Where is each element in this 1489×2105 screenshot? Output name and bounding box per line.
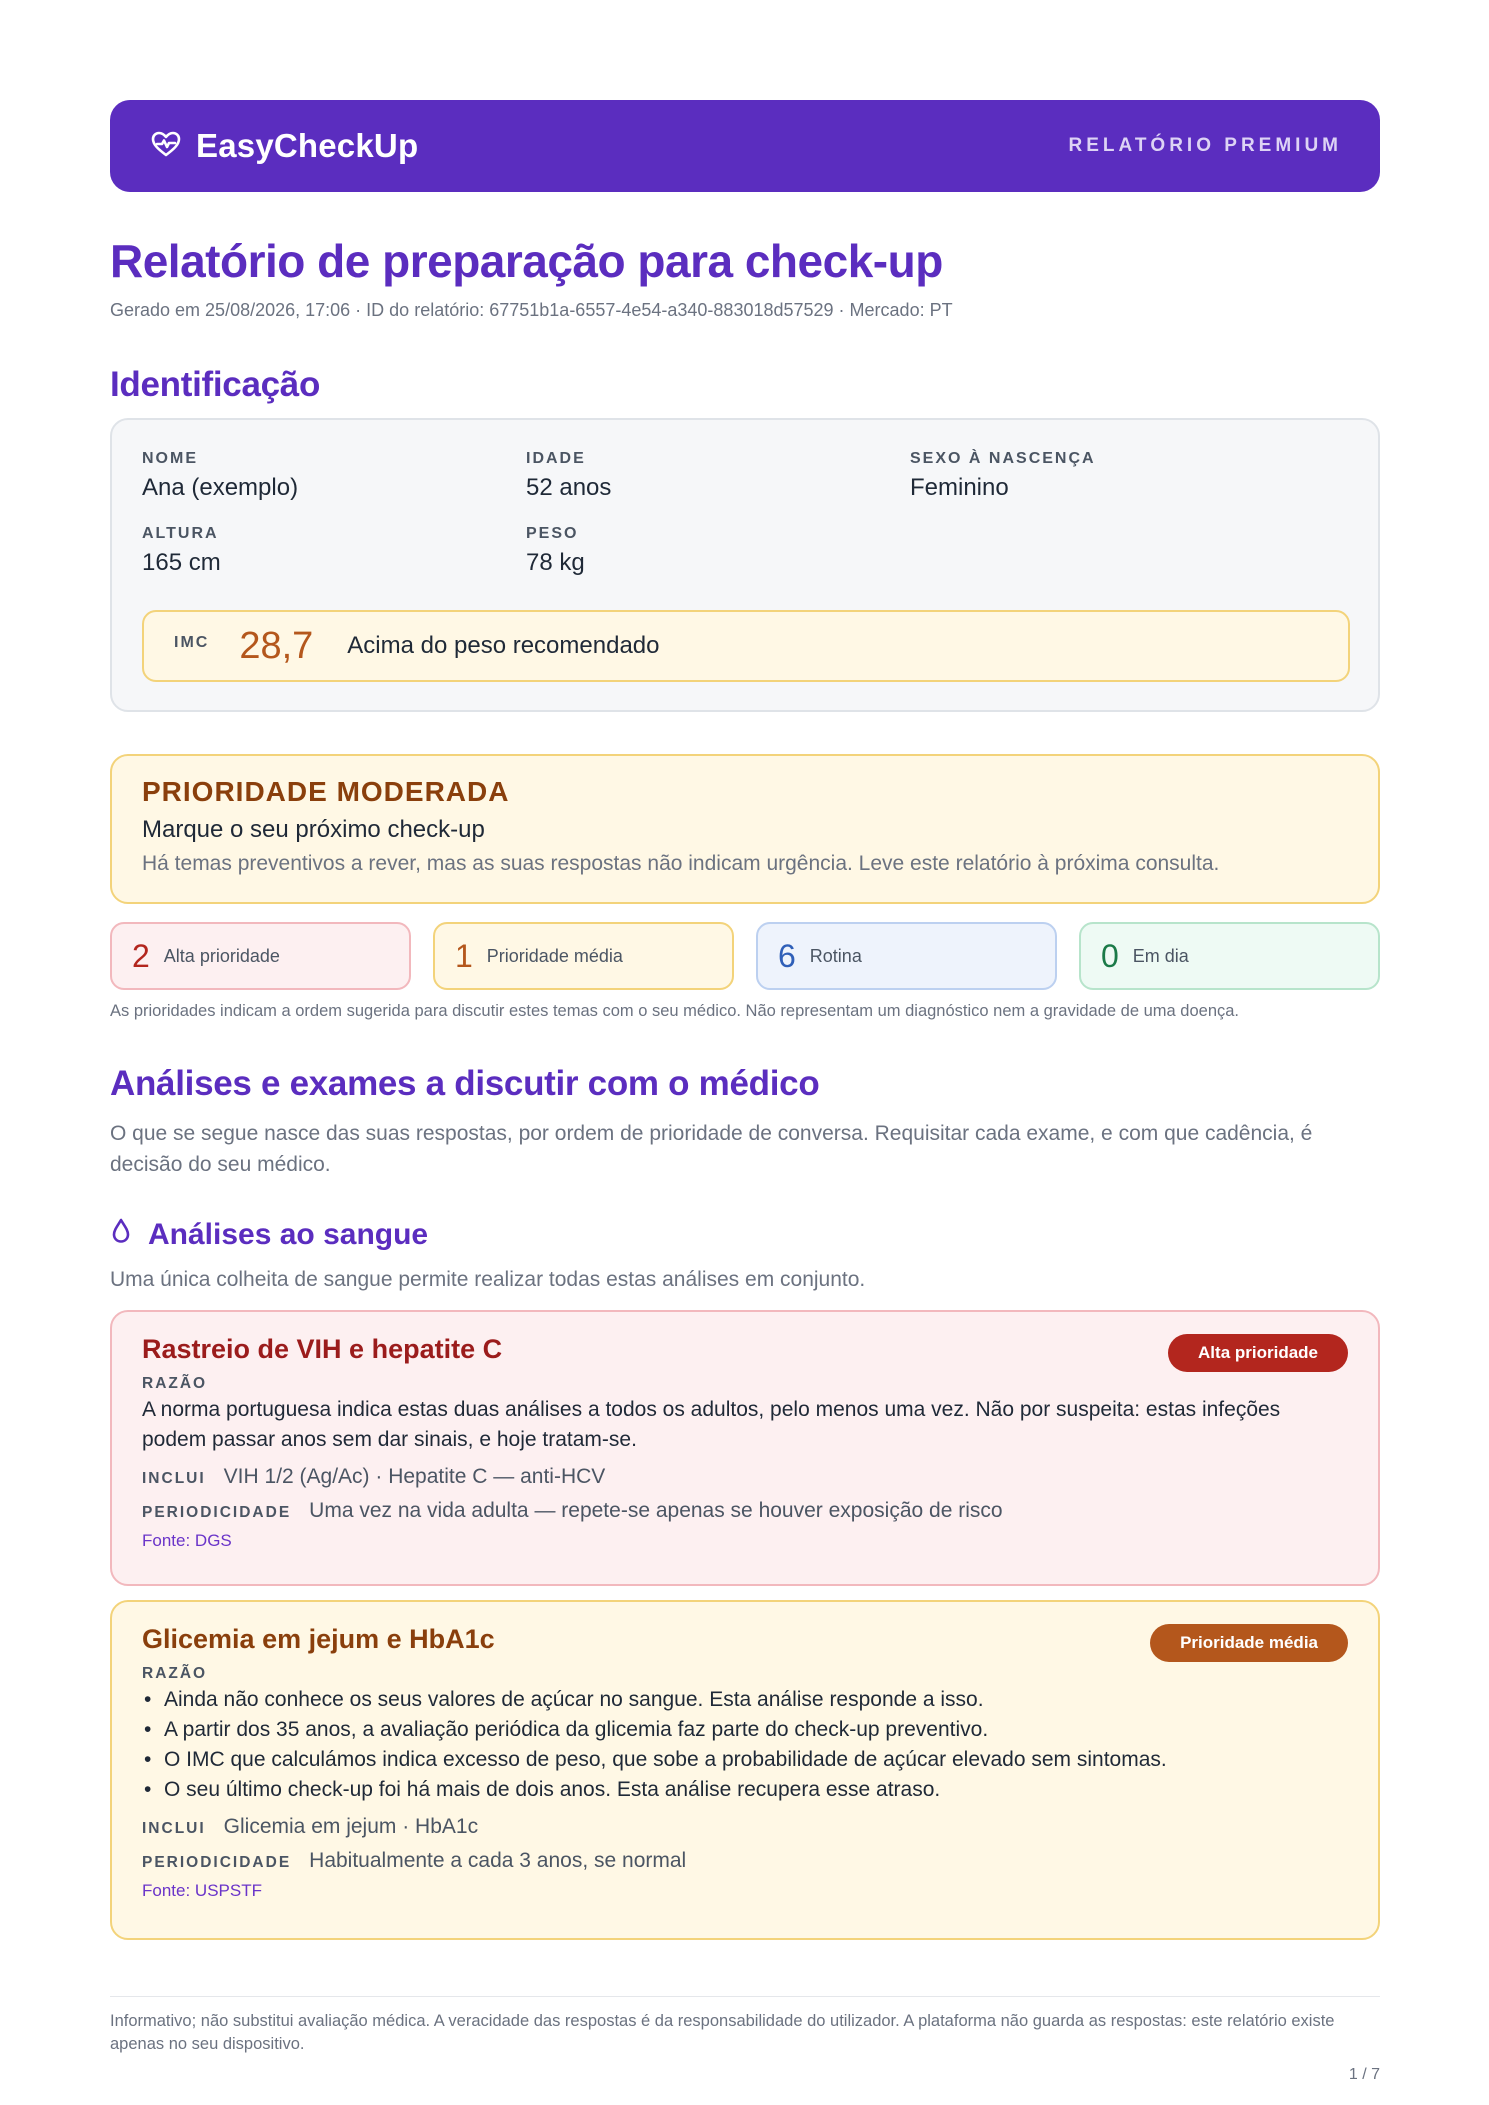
reason-label: RAZÃO <box>142 1375 208 1392</box>
blood-tests-heading <box>110 1218 428 1252</box>
exam-includes: Glicemia em jejum · HbA1c <box>223 1815 479 1838</box>
stat-count: 0 <box>1101 937 1119 974</box>
stat-routine <box>756 922 1057 990</box>
stat-label: Prioridade média <box>486 945 623 966</box>
list-item: • O seu último check-up foi há mais de dois anos. Esta análise recupera esse atraso. <box>142 1775 1348 1805</box>
report-meta: Gerado em 25/08/2026, 17:06 · ID do relatório: 67751b1a-6557-4e54-a340-883018d57529 · Mercado: PT <box>110 300 953 320</box>
exams-intro: O que se segue nasce das suas respostas, por ordem de prioridade de conversa. Requisitar cada exame, e com que cadência, é decisão do seu médico. <box>110 1122 1313 1176</box>
field-label: IDADE <box>526 450 586 467</box>
stat-count: 6 <box>778 937 796 974</box>
field-weight <box>526 525 585 577</box>
stat-up-to-date <box>1079 922 1380 990</box>
priority-card <box>110 754 1380 904</box>
report-type-label: RELATÓRIO PREMIUM <box>1068 135 1342 156</box>
exam-frequency: Uma vez na vida adulta — repete-se apenas se houver exposição de risco <box>309 1499 1003 1522</box>
identification-heading: Identificação <box>110 365 321 404</box>
includes-label: INCLUI <box>142 1820 206 1837</box>
stats-note: As prioridades indicam a ordem sugerida para discutir estes temas com o seu médico. Não representam um diagnóstico nem a gravidade de uma doença. <box>110 1002 1240 1020</box>
bmi-box <box>142 610 1350 682</box>
exam-includes: VIH 1/2 (Ag/Ac) · Hepatite C — anti-HCV <box>223 1465 606 1488</box>
brand <box>150 127 418 165</box>
field-value: Ana (exemplo) <box>142 474 299 501</box>
priority-stats <box>110 922 1380 990</box>
stat-count: 2 <box>132 937 150 974</box>
footer-divider <box>110 1996 1380 1997</box>
page-title: Relatório de preparação para check-up <box>110 235 943 287</box>
stat-label: Em dia <box>1132 945 1189 966</box>
exams-heading: Análises e exames a discutir com o médico <box>110 1064 820 1103</box>
priority-badge: Prioridade média <box>1150 1624 1348 1662</box>
field-value: Feminino <box>910 474 1009 501</box>
priority-description: Há temas preventivos a rever, mas as suas respostas não indicam urgência. Leve este relatório à próxima consulta. <box>142 852 1220 875</box>
blood-tests-note: Uma única colheita de sangue permite realizar todas estas análises em conjunto. <box>110 1268 866 1291</box>
priority-title: PRIORIDADE MODERADA <box>142 776 510 807</box>
field-value: 165 cm <box>142 549 221 576</box>
exam-card-hiv-hepc <box>110 1310 1380 1586</box>
exam-reasons-list <box>142 1685 1348 1805</box>
frequency-row <box>142 1849 1348 1873</box>
stat-count: 1 <box>455 937 473 974</box>
frequency-label: PERIODICIDADE <box>142 1504 292 1521</box>
footer-disclaimer: Informativo; não substitui avaliação médica. A veracidade das respostas é da responsabilidade do utilizador. A plataforma não guarda as respostas: este relatório existe apenas no seu dispositivo. <box>110 2012 1335 2053</box>
exam-source: Fonte: USPSTF <box>142 1881 262 1900</box>
includes-label: INCLUI <box>142 1470 206 1487</box>
exam-title: Glicemia em jejum e HbA1c <box>142 1624 495 1654</box>
header-banner <box>110 100 1380 192</box>
stat-high-priority <box>110 922 411 990</box>
field-name <box>142 450 298 502</box>
stat-label: Rotina <box>809 945 862 966</box>
field-value: 78 kg <box>526 549 585 576</box>
frequency-row <box>142 1499 1348 1523</box>
field-label: NOME <box>142 450 198 467</box>
stat-medium-priority <box>433 922 734 990</box>
includes-row <box>142 1465 1348 1489</box>
exam-reason: A norma portuguesa indica estas duas análises a todos os adultos, pelo menos uma vez. Não por suspeita: estas infeções podem passar anos sem dar sinais, e hoje tratam-se. <box>142 1398 1281 1451</box>
stat-label: Alta prioridade <box>163 945 280 966</box>
identification-card <box>110 418 1380 712</box>
blood-tests-title: Análises ao sangue <box>148 1218 429 1251</box>
frequency-label: PERIODICIDADE <box>142 1854 292 1871</box>
list-item: • Ainda não conhece os seus valores de açúcar no sangue. Esta análise responde a isso. <box>142 1685 1348 1715</box>
exam-card-glycemia <box>110 1600 1380 1940</box>
priority-badge: Alta prioridade <box>1168 1334 1348 1372</box>
blood-drop-icon <box>110 1218 132 1252</box>
exam-source: Fonte: DGS <box>142 1531 232 1550</box>
field-label: ALTURA <box>142 525 219 542</box>
heart-pulse-icon <box>150 128 182 165</box>
field-height <box>142 525 221 577</box>
bmi-status: Acima do peso recomendado <box>347 632 660 659</box>
field-age <box>526 450 611 502</box>
list-item: • O IMC que calculámos indica excesso de peso, que sobe a probabilidade de açúcar elevado sem sintomas. <box>142 1745 1348 1775</box>
field-label: SEXO À NASCENÇA <box>910 450 1096 467</box>
field-sex <box>910 450 1096 502</box>
field-value: 52 anos <box>526 474 612 501</box>
reason-label: RAZÃO <box>142 1665 208 1682</box>
page-number: 1 / 7 <box>1348 2066 1380 2083</box>
includes-row <box>142 1815 1348 1839</box>
list-item: • A partir dos 35 anos, a avaliação periódica da glicemia faz parte do check-up preventivo. <box>142 1715 1348 1745</box>
priority-subtitle: Marque o seu próximo check-up <box>142 816 485 843</box>
bmi-value: 28,7 <box>239 624 314 667</box>
field-label: PESO <box>526 525 579 542</box>
exam-title: Rastreio de VIH e hepatite C <box>142 1334 503 1364</box>
brand-name: EasyCheckUp <box>196 127 419 164</box>
exam-frequency: Habitualmente a cada 3 anos, se normal <box>309 1849 687 1872</box>
bmi-label: IMC <box>174 634 210 651</box>
